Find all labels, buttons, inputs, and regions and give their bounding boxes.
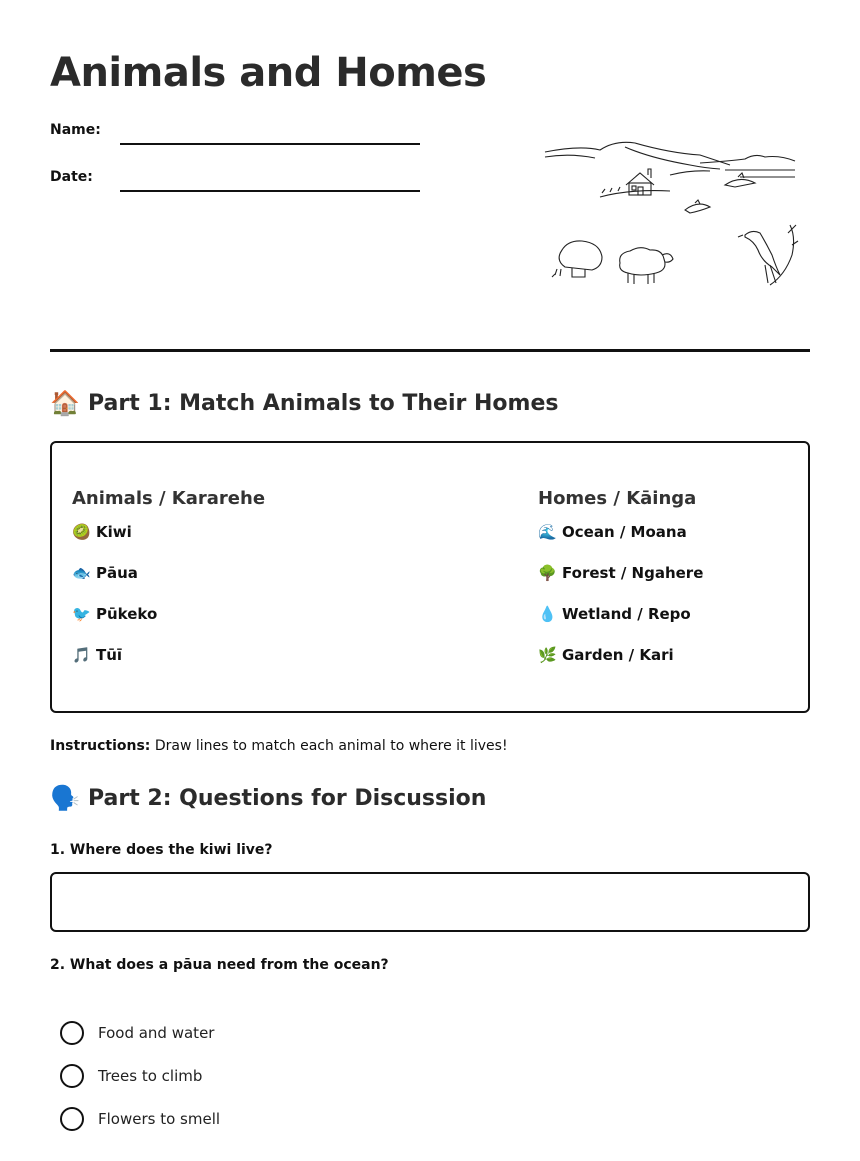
- homes-column: [538, 488, 703, 687]
- animal-label: Pūkeko: [96, 605, 158, 623]
- music-note-icon: 🎵: [72, 646, 91, 664]
- animal-label: Tūī: [96, 646, 123, 664]
- bird-icon: 🐦: [72, 605, 91, 623]
- question-1: 1. Where does the kiwi live?: [50, 842, 273, 858]
- question-1-answer-box[interactable]: [50, 872, 810, 932]
- house-icon: 🏠: [50, 389, 80, 417]
- part1-heading: [50, 389, 558, 417]
- animal-item-paua[interactable]: [72, 564, 265, 605]
- name-label: Name:: [50, 122, 101, 138]
- option-flowers-to-smell[interactable]: [60, 1107, 220, 1131]
- home-item-garden[interactable]: [538, 646, 703, 687]
- animal-item-tui[interactable]: [72, 646, 265, 687]
- fish-icon: 🐟: [72, 564, 91, 582]
- wave-icon: 🌊: [538, 523, 557, 541]
- instructions-label: Instructions:: [50, 738, 151, 754]
- instructions: [50, 738, 508, 754]
- animal-item-kiwi[interactable]: [72, 523, 265, 564]
- instructions-text: Draw lines to match each animal to where it lives!: [154, 738, 508, 754]
- droplet-icon: 💧: [538, 605, 557, 623]
- herb-icon: 🌿: [538, 646, 557, 664]
- radio-button[interactable]: [60, 1107, 84, 1131]
- home-item-wetland[interactable]: [538, 605, 703, 646]
- animal-item-pukeko[interactable]: [72, 605, 265, 646]
- page-title: Animals and Homes: [50, 50, 487, 96]
- radio-button[interactable]: [60, 1064, 84, 1088]
- part2-heading: [50, 784, 486, 812]
- part2-title: Part 2: Questions for Discussion: [88, 785, 487, 811]
- option-food-and-water[interactable]: [60, 1021, 214, 1045]
- home-label: Garden / Kari: [562, 646, 674, 664]
- home-item-forest[interactable]: [538, 564, 703, 605]
- date-line[interactable]: [120, 190, 420, 192]
- name-line[interactable]: [120, 143, 420, 145]
- date-label: Date:: [50, 169, 93, 185]
- option-label: Trees to climb: [98, 1067, 203, 1085]
- question-2: 2. What does a pāua need from the ocean?: [50, 957, 389, 973]
- option-label: Flowers to smell: [98, 1110, 221, 1128]
- landscape-with-animals-illustration: [540, 125, 805, 295]
- animals-column: [72, 488, 265, 687]
- radio-button[interactable]: [60, 1021, 84, 1045]
- tree-icon: 🌳: [538, 564, 557, 582]
- option-trees-to-climb[interactable]: [60, 1064, 202, 1088]
- kiwi-fruit-icon: 🥝: [72, 523, 91, 541]
- home-label: Wetland / Repo: [562, 605, 691, 623]
- matching-box: [50, 441, 810, 713]
- animals-heading: Animals / Kararehe: [72, 488, 266, 509]
- header-divider: [50, 349, 810, 352]
- option-label: Food and water: [98, 1024, 215, 1042]
- animal-label: Pāua: [96, 564, 138, 582]
- speaking-head-icon: 🗣️: [50, 784, 80, 812]
- part1-title: Part 1: Match Animals to Their Homes: [88, 390, 559, 416]
- home-label: Forest / Ngahere: [562, 564, 704, 582]
- home-item-ocean[interactable]: [538, 523, 703, 564]
- homes-heading: Homes / Kāinga: [538, 488, 697, 509]
- animal-label: Kiwi: [96, 523, 132, 541]
- home-label: Ocean / Moana: [562, 523, 687, 541]
